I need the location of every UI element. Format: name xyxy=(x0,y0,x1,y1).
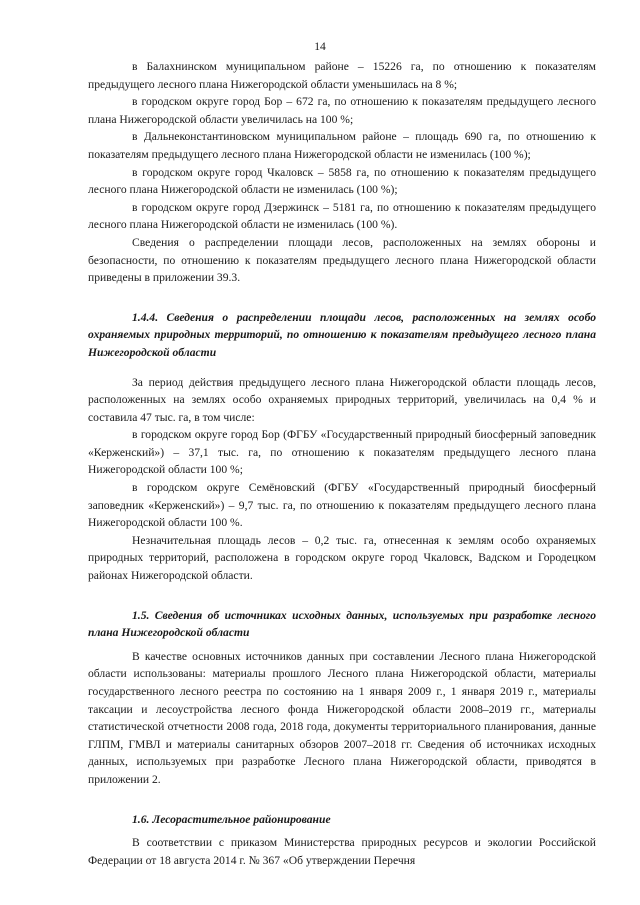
paragraph-protected-semenovsky: в городском округе Семёновский (ФГБУ «Государственный природный биосферный заповедник «Керженский») – 9,7 тыс. га, по отношению к показателям предыдущего лесного плана Нижегородской области 100 %. xyxy=(88,481,596,530)
paragraph-protected-bor: в городском округе город Бор (ФГБУ «Государственный природный биосферный заповедник «Керженский») – 37,1 тыс. га, по отношению к показателям предыдущего лесного плана Нижегородской области 100 %; xyxy=(88,428,596,477)
paragraph-dzerzhinsk: в городском округе город Дзержинск – 5181 га, по отношению к показателям предыдущего лесного плана Нижегородской области не изменилась (100 %). xyxy=(88,200,596,232)
paragraph-balakhna: в Балахнинском муниципальном районе – 15226 га, по отношению к показателям предыдущего лесного плана Нижегородской области уменьшилась на 8 %; xyxy=(88,60,596,91)
paragraph-forest-zoning: В соответствии с приказом Министерства природных ресурсов и экологии Российской Федерации от 18 августа 2014 г. № 367 «Об утверждении Перечня xyxy=(88,836,596,867)
paragraph-bor: в городском округе город Бор – 672 га, по отношению к показателям предыдущего лесного плана Нижегородской области увеличилась на 100 %; xyxy=(88,95,596,126)
section-heading-1-4-4: 1.4.4. Сведения о распределении площади лесов, расположенных на землях особо охраняемых природных территорий, по отношению к показателям предыдущего лесного плана Нижегородской области xyxy=(88,310,596,359)
paragraph-chkalovsk: в городском округе город Чкаловск – 5858 га, по отношению к показателям предыдущего лесного плана Нижегородской области не изменилась (100 %); xyxy=(88,165,596,197)
section-heading-1-6: 1.6. Лесорастительное районирование xyxy=(132,812,331,826)
section-heading-1-5: 1.5. Сведения об источниках исходных данных, используемых при разработке лесного плана Нижегородской области xyxy=(88,608,596,640)
page-content xyxy=(88,58,596,869)
page-number: 14 xyxy=(314,40,326,53)
paragraph-protected-minor: Незначительная площадь лесов – 0,2 тыс. га, отнесенная к землям особо охраняемых природных территорий, расположена в городском округе город Чкаловск, Вадском и Городецком районах Нижегородской области. xyxy=(88,533,596,583)
paragraph-protected-areas-total: За период действия предыдущего лесного плана Нижегородской области площадь лесов, расположенных на землях особо охраняемых природных территорий, увеличилась на 0,4 % и составила 47 тыс. га, в том числе: xyxy=(88,375,596,424)
paragraph-dalnekonstantinovsky: в Дальнеконстантиновском муниципальном районе – площадь 690 га, по отношению к показателям предыдущего лесного плана Нижегородской области не изменилась (100 %); xyxy=(88,130,596,161)
paragraph-data-sources: В качестве основных источников данных при составлении Лесного плана Нижегородской области использованы: материалы прошлого Лесного плана Нижегородской области, материалы государственного лесного реестра по состоянию на 1 января 2009 г., 1 января 2019 г., материалы таксации и лесоустройства лесного фонда Нижегородской области 2008–2019 гг., материалы статистической отчетности 2008 года, 2018 года, документы территориального планирования, данные ГЛПМ, ГМВЛ и материалы санитарных обзоров 2007–2018 гг. Сведения об источниках исходных данных, используемых при разработке Лесного плана Нижегородской области, приводятся в приложении 2. xyxy=(88,649,596,786)
paragraph-defense-lands-summary: Сведения о распределении площади лесов, расположенных на землях обороны и безопасности, по отношению к показателям предыдущего лесного плана Нижегородской области приведены в приложении 39.3. xyxy=(88,235,596,285)
